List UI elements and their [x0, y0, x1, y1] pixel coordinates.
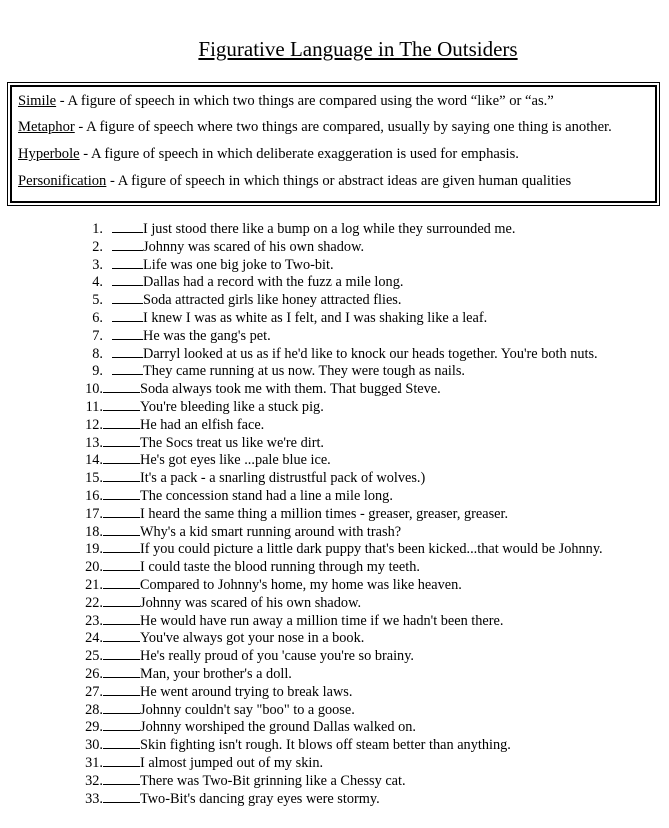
item-number: 27.	[85, 683, 103, 700]
answer-blank[interactable]	[112, 238, 143, 251]
list-item	[78, 309, 603, 327]
answer-blank[interactable]	[103, 647, 140, 660]
item-number: 33.	[85, 790, 103, 807]
item-text: The Socs treat us like we're dirt.	[140, 434, 325, 451]
item-text: He was the gang's pet.	[143, 327, 271, 344]
answer-blank[interactable]	[103, 790, 140, 803]
definition-term: Metaphor	[18, 119, 75, 135]
item-text: Soda attracted girls like honey attracted flies.	[143, 292, 402, 309]
item-number: 9.	[92, 363, 103, 380]
list-item	[78, 345, 603, 363]
item-text: I heard the same thing a million times - greaser, greaser, greaser.	[140, 505, 509, 522]
item-number: 22.	[85, 594, 103, 611]
list-item	[78, 434, 603, 452]
list-item	[78, 327, 603, 345]
list-item	[78, 487, 603, 505]
list-item	[78, 683, 603, 701]
list-item	[78, 665, 603, 683]
definition-text: - A figure of speech in which two things are compared using the word “like” or “as.”	[56, 93, 554, 109]
item-number: 31.	[85, 754, 103, 771]
answer-blank[interactable]	[112, 291, 143, 304]
list-item	[78, 273, 603, 291]
item-number: 16.	[85, 487, 103, 504]
list-item	[78, 451, 603, 469]
list-item	[78, 629, 603, 647]
answer-blank[interactable]	[112, 309, 143, 322]
item-number: 13.	[85, 434, 103, 451]
definitions-box	[10, 85, 657, 203]
item-text: The concession stand had a line a mile long.	[140, 487, 393, 504]
item-number: 7.	[92, 327, 103, 344]
answer-blank[interactable]	[103, 558, 140, 571]
definition-text: - A figure of speech in which things or abstract ideas are given human qualities	[106, 173, 572, 189]
item-number: 20.	[85, 559, 103, 576]
answer-blank[interactable]	[112, 273, 143, 286]
item-text: He's really proud of you 'cause you're so brainy.	[140, 648, 414, 665]
answer-blank[interactable]	[103, 718, 140, 731]
item-number: 11.	[85, 398, 103, 415]
item-number: 17.	[85, 505, 103, 522]
item-text: He went around trying to break laws.	[140, 683, 353, 700]
item-number: 14.	[85, 452, 103, 469]
answer-blank[interactable]	[103, 469, 140, 482]
item-number: 26.	[85, 665, 103, 682]
answer-blank[interactable]	[103, 416, 140, 429]
item-number: 5.	[92, 292, 103, 309]
item-number: 15.	[85, 470, 103, 487]
answer-blank[interactable]	[112, 327, 143, 340]
definition-simile	[18, 92, 554, 110]
answer-blank[interactable]	[103, 434, 140, 447]
list-item	[78, 416, 603, 434]
list-item	[78, 469, 603, 487]
answer-blank[interactable]	[103, 576, 140, 589]
item-text: I just stood there like a bump on a log while they surrounded me.	[143, 221, 516, 237]
item-number: 18.	[85, 523, 103, 540]
item-text: Johnny couldn't say "boo" to a goose.	[140, 701, 355, 718]
item-number: 6.	[92, 309, 103, 326]
definition-hyperbole	[18, 145, 519, 163]
question-list	[78, 220, 603, 807]
page-title: Figurative Language in The Outsiders	[198, 37, 518, 61]
item-text: I knew I was as white as I felt, and I was shaking like a leaf.	[143, 309, 488, 326]
item-text: Life was one big joke to Two-bit.	[143, 256, 334, 273]
definition-term: Simile	[18, 93, 57, 109]
list-item	[78, 647, 603, 665]
list-item	[78, 380, 603, 398]
list-item	[78, 540, 603, 558]
answer-blank[interactable]	[103, 629, 140, 642]
item-text: I could taste the blood running through my teeth.	[140, 559, 420, 576]
item-text: You're bleeding like a stuck pig.	[140, 398, 324, 415]
item-number: 10.	[85, 381, 103, 398]
list-item	[78, 754, 603, 772]
list-item	[78, 718, 603, 736]
list-item	[78, 558, 603, 576]
item-number: 2.	[92, 238, 103, 255]
item-number: 19.	[85, 541, 103, 558]
list-item	[78, 291, 603, 309]
definition-text: - A figure of speech where two things are compared, usually by saying one thing is another.	[74, 119, 612, 135]
item-number: 3.	[92, 256, 103, 273]
list-item	[78, 362, 603, 380]
answer-blank[interactable]	[112, 362, 143, 375]
list-item	[78, 523, 603, 541]
item-text: Soda always took me with them. That bugged Steve.	[140, 381, 441, 398]
answer-blank[interactable]	[103, 665, 140, 678]
list-item	[78, 701, 603, 719]
answer-blank[interactable]	[103, 523, 140, 536]
item-number: 21.	[85, 576, 103, 593]
definition-metaphor	[18, 118, 612, 136]
item-text: Johnny worshiped the ground Dallas walked on.	[140, 719, 416, 736]
item-text: Compared to Johnny's home, my home was like heaven.	[140, 576, 462, 593]
item-number: 24.	[85, 630, 103, 647]
item-text: Darryl looked at us as if he'd like to knock our heads together. You're both nuts.	[143, 345, 598, 362]
item-number: 32.	[85, 772, 103, 789]
answer-blank[interactable]	[103, 487, 140, 500]
item-text: I almost jumped out of my skin.	[140, 754, 324, 771]
answer-blank[interactable]	[103, 540, 140, 553]
list-item	[78, 256, 603, 274]
answer-blank[interactable]	[103, 701, 140, 714]
item-number: 4.	[92, 274, 103, 291]
answer-blank[interactable]	[103, 736, 140, 749]
list-item	[78, 612, 603, 630]
item-number: 29.	[85, 719, 103, 736]
item-text: He's got eyes like ...pale blue ice.	[140, 452, 331, 469]
item-text: If you could picture a little dark puppy that's been kicked...that would be Johnny.	[140, 541, 603, 558]
item-text: He had an elfish face.	[140, 416, 265, 433]
answer-blank[interactable]	[103, 612, 140, 625]
list-item	[78, 238, 603, 256]
list-item	[78, 772, 603, 790]
item-number: 8.	[92, 345, 103, 362]
answer-blank[interactable]	[103, 754, 140, 767]
answer-blank[interactable]	[103, 594, 140, 607]
answer-blank[interactable]	[103, 380, 140, 393]
item-text: Johnny was scared of his own shadow.	[143, 238, 365, 255]
item-text: Dallas had a record with the fuzz a mile long.	[143, 274, 404, 291]
item-number: 25.	[85, 648, 103, 665]
item-number: 1.	[92, 221, 103, 237]
item-text: He would have run away a million time if we hadn't been there.	[140, 612, 504, 629]
item-text: Johnny was scared of his own shadow.	[140, 594, 362, 611]
answer-blank[interactable]	[103, 451, 140, 464]
item-text: It's a pack - a snarling distrustful pack of wolves.)	[140, 470, 426, 487]
answer-blank[interactable]	[103, 683, 140, 696]
answer-blank[interactable]	[112, 256, 143, 269]
definition-text: - A figure of speech in which deliberate exaggeration is used for emphasis.	[79, 146, 519, 162]
list-item	[78, 736, 603, 754]
item-text: You've always got your nose in a book.	[140, 630, 365, 647]
item-text: Skin fighting isn't rough. It blows off steam better than anything.	[140, 737, 511, 754]
answer-blank[interactable]	[112, 345, 143, 358]
item-number: 12.	[85, 416, 103, 433]
item-text: Man, your brother's a doll.	[140, 665, 292, 682]
list-item	[78, 505, 603, 523]
item-text: They came running at us now. They were tough as nails.	[143, 363, 465, 380]
answer-blank[interactable]	[103, 505, 140, 518]
item-text: There was Two-Bit grinning like a Chessy cat.	[140, 772, 406, 789]
item-number: 23.	[85, 612, 103, 629]
list-item	[78, 576, 603, 594]
definition-term: Personification	[18, 173, 107, 189]
answer-blank[interactable]	[103, 398, 140, 411]
definition-term: Hyperbole	[18, 146, 80, 162]
list-item	[78, 398, 603, 416]
list-item	[78, 594, 603, 612]
list-item	[78, 220, 603, 238]
item-number: 28.	[85, 701, 103, 718]
list-item	[78, 790, 603, 808]
item-text: Two-Bit's dancing gray eyes were stormy.	[140, 790, 380, 807]
item-text: Why's a kid smart running around with trash?	[140, 523, 402, 540]
answer-blank[interactable]	[103, 772, 140, 785]
answer-blank[interactable]	[112, 220, 143, 233]
item-number: 30.	[85, 737, 103, 754]
definition-personification	[18, 172, 571, 190]
